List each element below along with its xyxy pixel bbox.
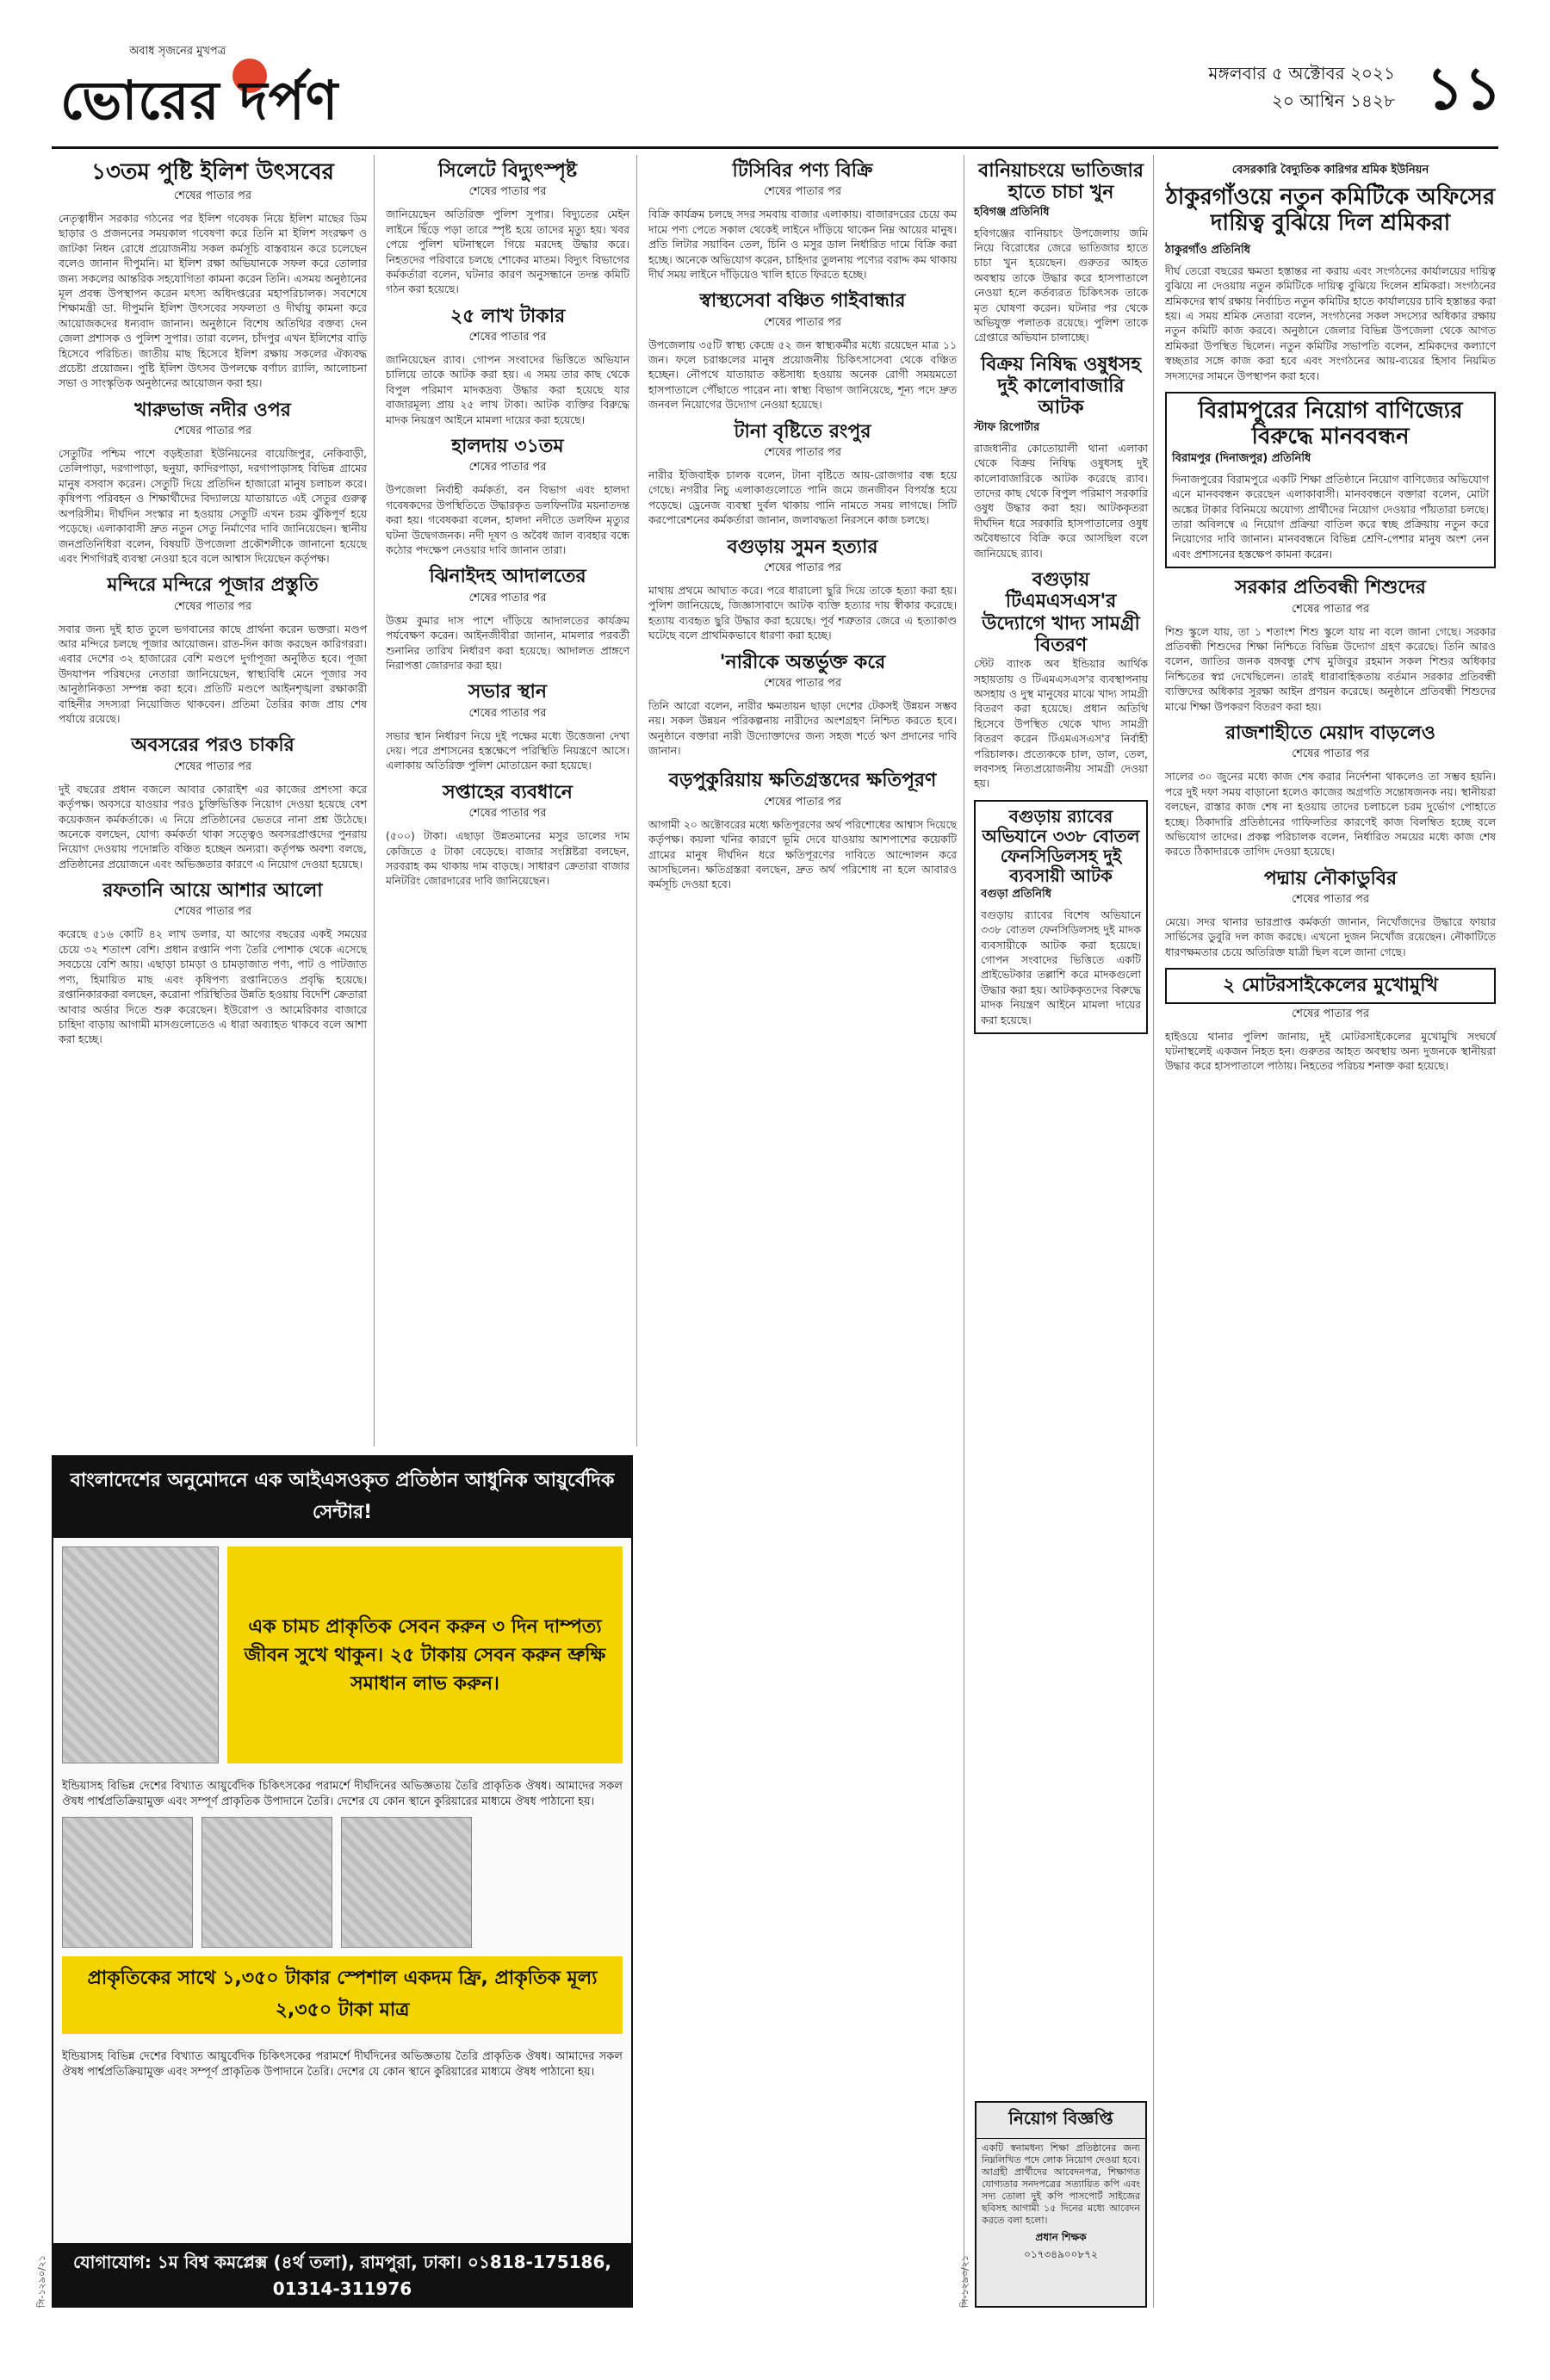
headline: মন্দিরে মন্দিরে পূজার প্রস্তুতি	[107, 573, 319, 597]
masthead	[52, 34, 1516, 146]
headline: রাজশাহীতে মেয়াদ বাড়লেও	[1225, 721, 1435, 744]
article-body: বিক্রি কার্যক্রম চলছে সদর সমবায় বাজার এলাকায়। বাজারদরের চেয়ে কম দামে পণ্য পেতে সকাল থেকেই লাইনে দাঁড়িয়ে থাকেন নিম্ন আয়ের মানুষ। প্রতি লিটার সয়াবিন তেল, চিনি ও মসুর ডাল নির্ধারিত দামে বিক্রি করা হচ্ছে। অনেকে অভিযোগ করেন, চাহিদার তুলনায় পণ্যের বরাদ্দ কম থাকায় দীর্ঘ সময় লাইনে দাঁড়িয়েও খালি হাতে ফিরতে হচ্ছে।	[648, 208, 957, 281]
article-body: শিশু স্কুলে যায়, তা ১ শতাংশ শিশু স্কুলে যায় না বলে জানা গেছে। সরকার প্রতিবন্ধী শিশুদের শিক্ষা নিশ্চিতে বিভিন্ন উদ্যোগ গ্রহণ করেছে। তিনি আরও বলেন, জাতির জনক বঙ্গবন্ধু শেখ মুজিবুর রহমান সকল শিশুর অধিকার নিশ্চিতের স্বপ্ন দেখেছিলেন। তারই ধারাবাহিকতায় বর্তমান সরকার প্রতিবন্ধী ব্যক্তিদের অধিকার সুরক্ষা আইন প্রণয়ন করেছে। অনুষ্ঠানে প্রতিবন্ধী শিশুদের মাঝে শিক্ষা উপকরণ বিতরণ করা হয়।	[1165, 624, 1496, 713]
article-body: করেছে ৫১৬ কোটি ৪২ লাখ ডলার, যা আগের বছরের একই সময়ের চেয়ে ৩২ শতাংশ বেশি। প্রধান রপ্তানি পণ্য তৈরি পোশাক থেকে এসেছে সবচেয়ে বেশি আয়। এছাড়া চামড়া ও চামড়াজাত পণ্য, পাট ও পাটজাত পণ্য, হিমায়িত মাছ এবং কৃষিপণ্য রপ্তানিতেও প্রবৃদ্ধি হয়েছে। রপ্তানিকারকরা বলছেন, করোনা পরিস্থিতির উন্নতি হওয়ায় বিদেশি ক্রেতারা আবার অর্ডার দিতে শুরু করেছেন। ইউরোপ ও আমেরিকার বাজারে চাহিদা বাড়ায় আগামী মাসগুলোতেও এ ধারা অব্যাহত থাকবে বলে আশা করা হচ্ছে।	[59, 927, 367, 1046]
column-1	[52, 155, 375, 1447]
subhead: শেষের পাতার পর	[468, 461, 547, 474]
margin-code: সি-১২৯০/২১	[36, 2255, 47, 2308]
headline: পদ্মায় নৌকাডুবির	[1263, 866, 1398, 889]
subhead: শেষের পাতার পর	[763, 795, 842, 809]
ad-offer: প্রাকৃতিকের সাথে ১,৩৫০ টাকার স্পেশাল একদম ফ্রি, প্রাকৃতিক মূল্য ২,৩৫০ টাকা মাত্র	[62, 1956, 623, 2034]
article-body: সেতুটির পশ্চিম পাশে বড়ইতারা ইউনিয়নের বায়েজিপুর, নেকিবাড়ী, তেলিপাড়া, দরগাপাড়া, ছনুয়া, কাদিরপাড়া, দরগাপাড়াসহ বিভিন্ন গ্রামের মানুষ বসবাস করেন। সেতুটি দিয়ে প্রতিদিন হাজারো মানুষ চলাচল করে। কৃষিপণ্য পরিবহন ও শিক্ষার্থীদের বিদ্যালয়ে যাতায়াতে এই সেতুর গুরুত্ব অপরিসীম। দীর্ঘদিন সংস্কার না হওয়ায় সেতুটি এখন চরম ঝুঁকিপূর্ণ হয়ে পড়েছে। এলাকাবাসী দ্রুত নতুন সেতু নির্মাণের দাবি জানিয়েছেন। স্থানীয় জনপ্রতিনিধিরা বলেন, বিষয়টি উপজেলা প্রকৌশলীকে জানানো হয়েছে এবং শিগগিরই ব্যবস্থা নেওয়া হবে বলে আশ্বাস দিয়েছেন কর্তৃপক্ষ।	[59, 447, 367, 565]
ad-body: ইন্ডিয়াসহ বিভিন্ন দেশের বিখ্যাত আয়ুর্বেদিক চিকিৎসকের পরামর্শে দীর্ঘদিনের অভিজ্ঞতায় তৈরি প্রাকৃতিক ঔষধ। আমাদের সকল ঔষধ পার্শ্বপ্রতিক্রিয়ামুক্ত এবং সম্পূর্ণ প্রাকৃতিক উপাদানে তৈরি। দেশের যে কোন স্থানে কুরিয়ারের মাধ্যমে ঔষধ পাঠানো হয়।	[62, 2050, 623, 2079]
headline: রফতানি আয়ে আশার আলো	[102, 879, 323, 902]
headline: টানা বৃষ্টিতে রংপুর	[734, 419, 871, 443]
notice-title: নিয়োগ বিজ্ঞপ্তি	[976, 2103, 1145, 2139]
subhead: শেষের পাতার পর	[173, 189, 252, 202]
headline: বগুড়ায় সুমন হত্যার	[727, 535, 878, 558]
ad-contact: যোগাযোগ: ১ম বিশ্ব কমপ্লেক্স (৪র্থ তলা), রামপুরা, ঢাকা। ০১818-175186, 01314-311976	[53, 2243, 631, 2306]
notice-phone: ০১৭৩৪৯০০৮৭২	[1024, 2248, 1098, 2260]
subhead: শেষের পাতার পর	[173, 905, 252, 919]
subhead: শেষের পাতার পর	[1291, 747, 1370, 761]
boxed-article	[974, 800, 1148, 1034]
article-body: জানিয়েছেন র‌্যাব। গোপন সংবাদের ভিত্তিতে অভিযান চালিয়ে তাকে আটক করা হয়। এ সময় তার কাছ থেকে বিপুল পরিমাণ মাদকদ্রব্য উদ্ধার করা হয়েছে যার বাজারমূল্য প্রায় ২৫ লাখ টাকা। আটক ব্যক্তির বিরুদ্ধে মাদক নিয়ন্ত্রণ আইনে মামলা দায়ের করা হয়েছে।	[386, 353, 629, 426]
product-image	[202, 1817, 332, 1948]
headline: 'নারীকে অন্তর্ভুক্ত করে	[719, 650, 886, 673]
newspaper-logo: ভোরের দর্পণ	[60, 69, 339, 132]
subhead: শেষের পাতার পর	[468, 591, 547, 604]
article-body: বগুড়ায় র‌্যাবের বিশেষ অভিযানে ৩৩৮ বোতল ফেনসিডিলসহ দুই মাদক ব্যবসায়ীকে আটক করা হয়েছে। গোপন সংবাদের ভিত্তিতে একটি প্রাইভেটকার তল্লাশি করে মাদকগুলো উদ্ধার করা হয়। আটককৃতদের বিরুদ্ধে মাদক নিয়ন্ত্রণ আইনে মামলা দায়ের করা হয়েছে।	[981, 908, 1141, 1026]
date-english: মঙ্গলবার ৫ অক্টোবর ২০২১	[1208, 63, 1395, 84]
article-body: সভার স্থান নির্ধারণ নিয়ে দুই পক্ষের মধ্যে উত্তেজনা দেখা দেয়। পরে প্রশাসনের হস্তক্ষেপে পরিস্থিতি নিয়ন্ত্রণে আসে। এলাকায় অতিরিক্ত পুলিশ মোতায়েন করা হয়েছে।	[386, 728, 629, 772]
headline: বানিয়াচংয়ে ভাতিজার হাতে চাচা খুন	[978, 159, 1144, 204]
subhead: শেষের পাতার পর	[763, 445, 842, 459]
headline: ১৩তম পুষ্টি ইলিশ উৎসবের	[91, 159, 334, 185]
subhead: শেষের পাতার পর	[468, 185, 547, 199]
headline: ২৫ লাখ টাকার	[450, 304, 566, 327]
headline: বিরামপুরের নিয়োগ বাণিজ্যের বিরুদ্ধে মানববন্ধন	[1198, 398, 1463, 449]
article-body: সালের ৩০ জুনের মধ্যে কাজ শেষ করার নির্দেশনা থাকলেও তা সম্ভব হয়নি। পরে দুই দফা সময় বাড়ানো হলেও কাজের অগ্রগতি সন্তোষজনক নয়। স্থানীয়রা বলছেন, রাস্তার কাজ শেষ না হওয়ায় তাদের চলাচলে চরম দুর্ভোগ পোহাতে হচ্ছে। ঠিকাদারি প্রতিষ্ঠানের গাফিলতির কারণেই কাজ বিলম্বিত হচ্ছে বলে অভিযোগ তাদের। প্রকল্প পরিচালক বলেন, নির্ধারিত সময়ের মধ্যে কাজ শেষ করতে ঠিকাদারকে তাগিদ দেওয়া হয়েছে।	[1165, 770, 1496, 858]
notice-signature: প্রধান শিক্ষক	[1035, 2231, 1087, 2243]
notice-body: একটি স্বনামধন্য শিক্ষা প্রতিষ্ঠানের জন্য নিম্নলিখিত পদে লোক নিয়োগ দেওয়া হবে। আগ্রহী প্রার্থীদের আবেদনপত্র, শিক্ষাগত যোগ্যতার সনদপত্রের সত্যায়িত কপি এবং সদ্য তোলা দুই কপি পাসপোর্ট সাইজের ছবিসহ আগামী ১৫ দিনের মধ্যে আবেদন করতে বলা হলো।	[982, 2142, 1140, 2226]
subhead: শেষের পাতার পর	[763, 561, 842, 574]
article-body: (৫০০) টাকা। এছাড়া উন্নতমানের মসুর ডালের দাম কেজিতে ৫ টাকা বেড়েছে। বাজার সংশ্লিষ্টরা বলছেন, সরবরাহ কম থাকায় দাম বাড়ছে। সাধারণ ক্রেতারা বাজার মনিটরিং জোরদারের দাবি জানিয়েছেন।	[386, 829, 629, 888]
headline: বিক্রয় নিষিদ্ধ ওষুধসহ দুই কালোবাজারি আটক	[981, 352, 1141, 419]
headline: ঠাকুরগাঁওয়ে নতুন কমিটিকে অফিসের দায়িত্ব বুঝিয়ে দিল শ্রমিকরা	[1165, 184, 1496, 236]
kicker: বেসরকারি বৈদ্যুতিক কারিগর শ্রমিক ইউনিয়ন	[1231, 164, 1429, 177]
byline: বিরামপুর (দিনাজপুর) প্রতিনিধি	[1172, 451, 1311, 465]
subhead: শেষের পাতার পর	[468, 706, 547, 720]
byline: ঠাকুরগাঁও প্রতিনিধি	[1165, 243, 1251, 257]
subhead: শেষের পাতার পর	[763, 185, 842, 199]
headline: অবসরের পরও চাকরি	[131, 734, 294, 757]
article-body: আগামী ২০ অক্টোবরের মধ্যে ক্ষতিপূরণের অর্থ পরিশোধের আশ্বাস দিয়েছে কর্তৃপক্ষ। কয়লা খনির কারণে ভূমি দেবে যাওয়ায় আশপাশের কয়েকটি গ্রামের মানুষ দীর্ঘদিন ধরে ক্ষতিপূরণের দাবিতে আন্দোলন করে আসছিলেন। ক্ষতিগ্রস্তরা বলছেন, দ্রুত অর্থ পরিশোধ না হলে আবারও কর্মসূচি দেওয়া হবে।	[648, 817, 957, 891]
headline: খারুভাজ নদীর ওপর	[134, 398, 291, 421]
article-body: সবার জন্য দুই হাত তুলে ভগবানের কাছে প্রার্থনা করেন ভক্তরা। মণ্ডপ আর মন্দিরে চলছে পূজার আয়োজন। রাত-দিন কাজ করছেন কারিগররা। এবার দেশের ৩২ হাজারের বেশি মণ্ডপে দুর্গাপূজা অনুষ্ঠিত হবে। পূজা উদযাপন পরিষদের নেতারা জানিয়েছেন, স্বাস্থ্যবিধি মেনে পূজার সব আনুষ্ঠানিকতা সম্পন্ন করা হবে। প্রতিটি মণ্ডপে আইনশৃঙ্খলা রক্ষাকারী বাহিনীর সদস্যরা নিয়োজিত থাকবেন। প্রতিমা তৈরির কাজ প্রায় শেষ পর্যায়ে রয়েছে।	[59, 622, 367, 726]
headline: ২ মোটরসাইকেলের মুখোমুখি	[1165, 968, 1496, 1003]
headline: সরকার প্রতিবন্ধী শিশুদের	[1235, 576, 1426, 599]
byline: স্টাফ রিপোর্টার	[974, 420, 1040, 434]
product-image	[62, 1817, 193, 1948]
headline: সপ্তাহের ব্যবধানে	[443, 780, 573, 803]
headline: সিলেটে বিদ্যুৎস্পৃষ্ট	[437, 159, 578, 182]
ayurvedic-advertisement	[52, 1455, 633, 2308]
article-body: হবিগঞ্জের বানিয়াচং উপজেলায় জমি নিয়ে বিরোধের জেরে ভাতিজার হাতে চাচা খুন হয়েছেন। গুরুতর আহত অবস্থায় তাকে উদ্ধার করে হাসপাতালে নেওয়া হলে কর্তব্যরত চিকিৎসক তাকে মৃত ঘোষণা করেন। ঘটনার পর থেকে অভিযুক্ত পলাতক রয়েছে। পুলিশ তাকে গ্রেপ্তারে অভিযান চালাচ্ছে।	[974, 226, 1148, 344]
headline: হালদায় ৩১তম	[451, 435, 564, 458]
masthead-rule	[52, 146, 1498, 149]
masthead-tagline: অবাধ সৃজনের মুখপত্র	[129, 45, 226, 58]
page-number: ১১	[1425, 54, 1503, 123]
subhead: শেষের পাতার পর	[173, 759, 252, 773]
product-image	[341, 1817, 472, 1948]
article-body: উত্তম কুমার দাস পাশে দাঁড়িয়ে আদালতের কার্যক্রম পর্যবেক্ষণ করেন। আইনজীবীরা জানান, মামলার পরবর্তী শুনানির তারিখ নির্ধারণ করা হয়েছে। আদালত প্রাঙ্গণে নিরাপত্তা জোরদার করা হয়।	[386, 613, 629, 672]
article-body: দুই বছরের প্রধান বজলে আবার কোরাইশ এর কাজের প্রশংসা করে কর্তৃপক্ষ। অবসরে যাওয়ার পরও চুক্তিভিত্তিক নিয়োগ দেওয়া হয়েছে বেশ কয়েকজন কর্মকর্তাকে। এ নিয়ে প্রতিষ্ঠানের ভেতরে নানা প্রশ্ন উঠেছে। অনেকে বলছেন, যোগ্য কর্মকর্তা থাকা সত্ত্বেও অবসরপ্রাপ্তদের পুনরায় নিয়োগ দেওয়ায় পদোন্নতি বঞ্চিত হচ্ছেন অন্যরা। কর্তৃপক্ষ অবশ্য বলছে, প্রতিষ্ঠানের প্রয়োজনে এবং অভিজ্ঞতার কারণে এ নিয়োগ দেওয়া হয়েছে।	[59, 782, 367, 871]
column-5	[1158, 155, 1503, 2308]
boxed-article	[1165, 392, 1496, 568]
article-body: উপজেলা নির্বাহী কর্মকর্তা, বন বিভাগ এবং হালদা গবেষকদের উপস্থিতিতে উদ্ধারকৃত ডলফিনটির ময়নাতদন্ত করা হয়। গবেষকরা বলেন, হালদা নদীতে ডলফিন মৃত্যুর ঘটনা উদ্বেগজনক। নদী দূষণ ও অবৈধ জাল ব্যবহার বন্ধে কঠোর পদক্ষেপ নেওয়ার দাবি জানান তারা।	[386, 483, 629, 556]
subhead: শেষের পাতার পর	[763, 315, 842, 329]
subhead: শেষের পাতার পর	[468, 331, 547, 344]
article-body: হাইওয়ে থানার পুলিশ জানায়, দুই মোটরসাইকেলের মুখোমুখি সংঘর্ষে ঘটনাস্থলেই একজন নিহত হন। গুরুতর আহত অবস্থায় অন্য দুজনকে স্থানীয়রা উদ্ধার করে হাসপাতালে পাঠায়। নিহতের পরিচয় শনাক্ত করা হয়েছে।	[1165, 1029, 1496, 1073]
date-bengali: ২০ আশ্বিন ১৪২৮	[1271, 90, 1395, 111]
article-body: মেয়ে। সদর থানার ভারপ্রাপ্ত কর্মকর্তা জানান, নিখোঁজদের উদ্ধারে ফায়ার সার্ভিসের ডুবুরি দল কাজ করছে। এখনো দুজন নিখোঁজ রয়েছেন। নৌকাটিতে ধারণক্ষমতার চেয়ে অতিরিক্ত যাত্রী ছিল বলে জানা গেছে।	[1165, 915, 1496, 958]
column-3	[642, 155, 964, 2308]
column-2	[379, 155, 637, 1447]
article-body: তিনি আরো বলেন, নারীর ক্ষমতায়ন ছাড়া দেশের টেকসই উন্নয়ন সম্ভব নয়। সকল উন্নয়ন পরিকল্পনায় নারীদের অংশগ্রহণ নিশ্চিত করতে হবে। অনুষ্ঠানে বক্তারা নারী উদ্যোক্তাদের জন্য সহজ শর্তে ঋণ প্রদানের দাবি জানান।	[648, 698, 957, 758]
ad-header: বাংলাদেশের অনুমোদনে এক আইএসওকৃত প্রতিষ্ঠান আধুনিক আয়ুর্বেদিক সেন্টার!	[53, 1457, 631, 1538]
subhead: শেষের পাতার পর	[173, 599, 252, 613]
ad-photo	[62, 1546, 219, 1763]
article-body: জানিয়েছেন অতিরিক্ত পুলিশ সুপার। বিদ্যুতের মেইন লাইনে ছিঁড়ে পড়া তারে স্পৃষ্ট হয়ে তাদের মৃত্যু হয়। খবর পেয়ে পুলিশ ঘটনাস্থলে গিয়ে মরদেহ উদ্ধার করে। নিহতদের পরিবারে চলছে শোকের মাতম। বিদ্যুৎ বিভাগের কর্মকর্তারা বলেন, ঘটনার কারণ অনুসন্ধানে তদন্ত কমিটি গঠন করা হয়েছে।	[386, 208, 629, 296]
article-body: দিনাজপুরের বিরামপুরে একটি শিক্ষা প্রতিষ্ঠানে নিয়োগ বাণিজ্যের অভিযোগ এনে মানববন্ধন করেছেন এলাকাবাসী। মানববন্ধনে বক্তারা বলেন, মোটা অঙ্কের টাকার বিনিময়ে অযোগ্য প্রার্থীদের নিয়োগ দেওয়ার পাঁয়তারা চলছে। তারা অবিলম্বে এ নিয়োগ প্রক্রিয়া বাতিল করে স্বচ্ছ প্রক্রিয়ায় নতুন করে নিয়োগের দাবি জানান। মানববন্ধনে বিভিন্ন শ্রেণি-পেশার মানুষ অংশ নেন এবং প্রশাসনের হস্তক্ষেপ কামনা করেন।	[1172, 472, 1489, 561]
article-body: নেতৃত্বাধীন সরকার গঠনের পর ইলিশ গবেষক নিয়ে ইলিশ মাছের ডিম ছাড়ার ও প্রজননের সময়কাল গবেষণা করে তিনি মা ইলিশ সংরক্ষণ ও জাটকা নিধন রোধে প্রয়োজনীয় সকল কর্মসূচি বাস্তবায়ন করে চলেছেন বলেও জানান দীপুমনি। মা ইলিশ রক্ষা অভিযানকে সফল করে তোলার জন্য সকলের আন্তরিক সহযোগিতা কামনা করেন তিনি। এসময় অনুষ্ঠানের মূল প্রবন্ধ উপস্থাপন করেন মৎস্য অধিদপ্তরের মহাপরিচালক। সবশেষে শিক্ষামন্ত্রী ডা. দীপুমনি ইলিশ উৎসবের সফলতা ও দীর্ঘায়ু কামনা করে আয়োজকদের ধন্যবাদ জানান। অনুষ্ঠানে বিশেষ অতিথির বক্তব্য দেন জেলা প্রশাসক ও পুলিশ সুপার। তারা বলেন, চাঁদপুর এখন ইলিশের বাড়ি হিসেবে পরিচিত। জাতীয় মাছ হিসেবে ইলিশ রক্ষায় সকলের ঐক্যবদ্ধ প্রচেষ্টা প্রয়োজন। পুষ্টি ইলিশ উৎসব উপলক্ষে বর্ণাঢ্য র‌্যালি, আলোচনা সভা ও সাংস্কৃতিক অনুষ্ঠানের আয়োজন করা হয়।	[59, 211, 367, 390]
subhead: শেষের পাতার পর	[173, 425, 252, 438]
article-body: স্টেট ব্যাংক অব ইন্ডিয়ার আর্থিক সহায়তায় ও টিএমএসএস'র ব্যবস্থাপনায় অসহায় ও দুস্থ মানুষের মাঝে খাদ্য সামগ্রী বিতরণ করা হয়েছে। প্রধান অতিথি হিসেবে উপস্থিত থেকে খাদ্য সামগ্রী বিতরণ করেন টিএমএসএস'র নির্বাহী পরিচালক। প্রত্যেককে চাল, ডাল, তেল, লবণসহ নিত্যপ্রয়োজনীয় সামগ্রী দেওয়া হয়।	[974, 657, 1148, 790]
subhead: শেষের পাতার পর	[763, 676, 842, 690]
byline: হবিগঞ্জ প্রতিনিধি	[974, 205, 1050, 219]
subhead: শেষের পাতার পর	[468, 807, 547, 821]
headline: বড়পুকুরিয়ায় ক্ষতিগ্রস্তদের ক্ষতিপূরণ	[668, 769, 937, 792]
headline: স্বাস্থ্যসেবা বঞ্চিত গাইবান্ধার	[699, 289, 906, 313]
recruitment-notice	[975, 2101, 1147, 2308]
headline: বগুড়ায় টিএমএসএস'র উদ্যোগে খাদ্য সামগ্রী বিতরণ	[982, 567, 1140, 656]
headline: টিসিবির পণ্য বিক্রি	[732, 159, 873, 182]
ad-body: ইন্ডিয়াসহ বিভিন্ন দেশের বিখ্যাত আয়ুর্বেদিক চিকিৎসকের পরামর্শে দীর্ঘদিনের অভিজ্ঞতায় তৈরি প্রাকৃতিক ঔষধ। আমাদের সকল ঔষধ পার্শ্বপ্রতিক্রিয়ামুক্ত এবং সম্পূর্ণ প্রাকৃতিক উপাদানে তৈরি। দেশের যে কোন স্থানে কুরিয়ারের মাধ্যমে ঔষধ পাঠানো হয়।	[62, 1780, 623, 1808]
article-body: দীর্ঘ তেরো বছরের ক্ষমতা হস্তান্তর না করায় এবং সংগঠনের কার্যালয়ের দায়িত্ব বুঝিয়ে না দেওয়ায় নতুন কমিটিকে দায়িত্ব বুঝিয়ে দিলেন শ্রমিকরা। সংগঠনের শ্রমিকদের স্বার্থ রক্ষায় নির্বাচিত নতুন কমিটির হাতে কার্যালয়ের চাবি হস্তান্তর করা হয়। এ সময় শ্রমিক নেতারা বলেন, সংগঠনের সকল সদস্যের অধিকার রক্ষায় নতুন কমিটি কাজ করবে। অনুষ্ঠানে জেলার বিভিন্ন উপজেলা থেকে আগত শ্রমিকরা উপস্থিত ছিলেন। নতুন কমিটির সভাপতি বলেন, শ্রমিকদের কল্যাণে স্বচ্ছতার সঙ্গে কাজ করা হবে এবং সংগঠনের আয়-ব্যয়ের হিসাব নিয়মিত সদস্যদের সামনে উপস্থাপন করা হবে।	[1165, 263, 1496, 382]
headline: সভার স্থান	[468, 680, 548, 703]
ad-headline: এক চামচ প্রাকৃতিক সেবন করুন ৩ দিন দাম্পত্য জীবন সুখে থাকুন। ২৫ টাকায় সেবন করুন ভ্রুক্ষি সমাধান লাভ করুন।	[227, 1546, 623, 1763]
headline: ঝিনাইদহ আদালতের	[429, 565, 586, 588]
subhead: শেষের পাতার পর	[1291, 1007, 1370, 1020]
subhead: শেষের পাতার পর	[1291, 602, 1370, 616]
headline: বগুড়ায় র‌্যাবের অভিযানে ৩৩৮ বোতল ফেনসিডিলসহ দুই ব্যবসায়ী আটক	[982, 805, 1140, 886]
article-body: মাথায় প্রথমে আঘাত করে। পরে ধারালো ছুরি দিয়ে তাকে হত্যা করা হয়। পুলিশ জানিয়েছে, জিজ্ঞাসাবাদে আটক ব্যক্তি হত্যার দায় স্বীকার করেছে। হত্যায় ব্যবহৃত ছুরি উদ্ধার করা হয়েছে। পূর্ব শত্রুতার জেরে এ হত্যাকাণ্ড ঘটেছে বলে প্রাথমিকভাবে ধারণা করা হচ্ছে।	[648, 583, 957, 642]
subhead: শেষের পাতার পর	[1291, 893, 1370, 907]
column-4	[969, 155, 1154, 2308]
margin-code: সি-১২৯৩/২১	[959, 2255, 970, 2308]
article-body: রাজধানীর কোতোয়ালী থানা এলাকা থেকে বিক্রয় নিষিদ্ধ ওষুধসহ দুই কালোবাজারিকে আটক করেছে র‌্যাব। তাদের কাছ থেকে বিপুল পরিমাণ সরকারি ওষুধ উদ্ধার করা হয়। আটককৃতরা দীর্ঘদিন ধরে সরকারি হাসপাতালের ওষুধ অবৈধভাবে বিক্রি করে আসছিল বলে জানিয়েছে র‌্যাব।	[974, 441, 1148, 560]
byline: বগুড়া প্রতিনিধি	[981, 887, 1052, 901]
article-body: নারীর ইজিবাইক চালক বলেন, টানা বৃষ্টিতে আয়-রোজগার বন্ধ হয়ে গেছে। নগরীর নিচু এলাকাগুলোতে পানি জমে জনজীবন বিপর্যস্ত হয়ে পড়েছে। ড্রেনেজ ব্যবস্থা দুর্বল থাকায় পানি নামতে সময় লাগছে। সিটি করপোরেশনের কর্মকর্তারা জানান, জলাবদ্ধতা নিরসনে কাজ চলছে।	[648, 468, 957, 527]
article-body: উপজেলায় ৩৫টি স্বাস্থ্য কেন্দ্রে ৫২ জন স্বাস্থ্যকর্মীর মধ্যে রয়েছেন মাত্র ১১ জন। ফলে চরাঞ্চলের মানুষ প্রয়োজনীয় চিকিৎসাসেবা থেকে বঞ্চিত হচ্ছেন। নৌপথে যাতায়াত কষ্টসাধ্য হওয়ায় অনেক রোগী সময়মতো হাসপাতালে পৌঁছাতে পারেন না। স্বাস্থ্য বিভাগ জানিয়েছে, শূন্য পদে দ্রুত জনবল নিয়োগের উদ্যোগ নেওয়া হয়েছে।	[648, 338, 957, 412]
